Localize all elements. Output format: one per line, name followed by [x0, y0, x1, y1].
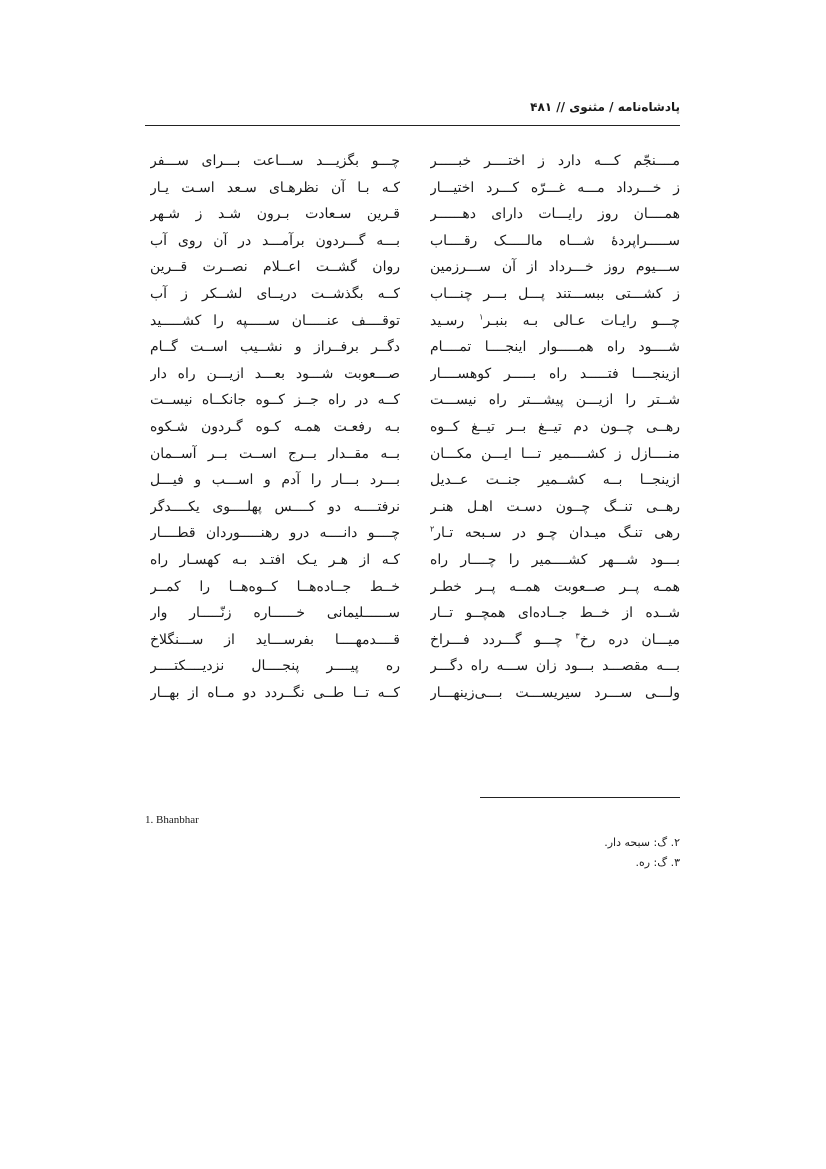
verse-second-hemistich: قـرین سـعادت بـرون شـد ز شـهر — [150, 206, 400, 223]
verse-first-hemistich — [430, 627, 680, 654]
verse-second-hemistich: کـه از هـر یـک افتـد بـه کهسـار راه — [150, 551, 400, 568]
first-hemistich-column — [430, 148, 680, 706]
verse-second-hemistich: ســــــلیمانی خــــــاره زنّـــــار وار — [150, 605, 400, 622]
verse-first-hemistich: ازینجــا بــه کشــمیر جنــت عــدیل — [430, 472, 680, 489]
footnote-divider — [480, 797, 680, 798]
verse-second-hemistich: ره پیــــر پنجــــال نزدیــــکتــــر — [150, 658, 400, 675]
verse-text-tail: چـــو گـــردد فـــراخ — [430, 631, 576, 648]
verse-first-hemistich: ســـــراپردهٔ شـــاه مالـــــک رقــــاب — [430, 232, 680, 249]
verse-text: رهی تنـگ میـدان چـو در سـبحه تـار — [434, 525, 680, 542]
verse-first-hemistich: شــتر را ازیـــن پیشـــتر راه نیســـت — [430, 392, 680, 409]
verse-first-hemistich: بـــود شـــهر کشــــمیر را چــــار راه — [430, 551, 680, 568]
footnote-2: ۲. گ: سبحه دار. — [604, 836, 680, 849]
verse-first-hemistich: ز خـــرداد مـــه غـــرّه کـــرد اختیـــار — [430, 179, 680, 196]
verse-first-hemistich: همـه پــر صــعوبت همــه پــر خطـر — [430, 578, 680, 595]
footnote-1: 1. Bhanbhar — [145, 814, 199, 826]
verse-text: میـــان دره رخ — [579, 631, 680, 648]
verse-text: چـــو رایـات عـالی بـه بنبـر — [483, 312, 680, 329]
verse-first-hemistich: شــده از خــط جــاده‌ای همچــو تــار — [430, 605, 680, 622]
footnote-marker: ۳ — [575, 631, 580, 641]
verse-first-hemistich: منــــازل ز کشــــمیر تـــا ایـــن مکـــان — [430, 445, 680, 462]
running-head: پادشاه‌نامه / مثنوی // ۴۸۱ — [530, 100, 680, 114]
verse-second-hemistich: کــه بگذشــت دریــای لشــکر ز آب — [150, 285, 400, 302]
verse-first-hemistich — [430, 308, 680, 335]
verse-first-hemistich: همــــان روز رایـــات دارای دهــــــر — [430, 206, 680, 223]
verse-second-hemistich: توقــــف عنـــــان ســـــپه را کشـــــید — [150, 312, 400, 329]
verse-first-hemistich: ولـــی ســـرد سیریســـت بـــی‌زینهـــار — [430, 684, 680, 701]
verse-second-hemistich: بـــه گـــردون برآمـــد در آن روی آب — [150, 232, 400, 249]
verse-second-hemistich: قــــدمهــــا بفرســـاید از ســـنگلاخ — [150, 631, 400, 648]
footnote-marker: ۲ — [430, 524, 435, 534]
verse-second-hemistich: بــه مقــدار بــرج اســت بــر آســمان — [150, 445, 400, 462]
verse-second-hemistich: صـــعوبت شـــود بعـــد ازیـــن راه دار — [150, 365, 400, 382]
verse-first-hemistich: مــــنجّم کـــه دارد ز اختــــر خبـــــر — [430, 153, 680, 169]
verse-text-tail: رسـید — [430, 312, 480, 329]
verse-first-hemistich: شــــود راه همـــــوار اینجــــا تمــــام — [430, 339, 680, 356]
verse-first-hemistich: بـــه مقصـــد بـــود زان ســـه راه دگـــر — [430, 658, 680, 675]
verse-second-hemistich: خــط جــاده‌هــا کــوه‌هــا را کمــر — [150, 578, 400, 595]
verse-first-hemistich: رهــی چــون دم تیــغ بــر تیــغ کــوه — [430, 418, 680, 435]
verse-first-hemistich: ازینجــــا فتـــــد راه بـــــر کوهســــار — [430, 365, 680, 382]
second-hemistich-column — [150, 148, 400, 706]
verse-first-hemistich: رهــی تنــگ چــون دسـت اهـل هنـر — [430, 498, 680, 515]
verse-second-hemistich: کــه در راه جــز کــوه جانکــاه نیســت — [150, 392, 400, 409]
verse-first-hemistich: ســـیوم روز خـــرداد از آن ســـرزمین — [430, 259, 680, 276]
header-divider — [145, 125, 680, 126]
verse-second-hemistich: کــه تــا طــی نگــردد دو مــاه از بهــار — [150, 684, 400, 701]
verse-second-hemistich: چـــو بگزیـــد ســـاعت بـــرای ســـفر — [150, 153, 400, 169]
verse-second-hemistich: کـه بـا آن نظرهـای سـعد اسـت یـار — [150, 179, 400, 196]
footnote-marker: ۱ — [479, 311, 484, 321]
verse-second-hemistich: دگــر برفــراز و نشــیب اســت گــام — [150, 339, 400, 356]
verse-second-hemistich: بـــرد بـــار را آدم و اســـب و فیـــل — [150, 472, 400, 489]
verse-second-hemistich: چــــو دانــــه درو رهنـــــوردان قطــــار — [150, 525, 400, 542]
verse-second-hemistich: نرفتــــه دو کــــس پهلــــوی یکــــدگر — [150, 498, 400, 515]
verse-first-hemistich: ز کشـــتی ببســـتند پـــل بـــر چنـــاب — [430, 285, 680, 302]
verse-second-hemistich: بـه رفعـت همـه کـوه گـردون شـکوه — [150, 418, 400, 435]
footnote-3: ۳. گ: ره. — [635, 856, 680, 869]
verse-second-hemistich: روان گشــت اعــلام نصــرت قــرین — [150, 259, 400, 276]
verse-first-hemistich — [430, 520, 680, 547]
